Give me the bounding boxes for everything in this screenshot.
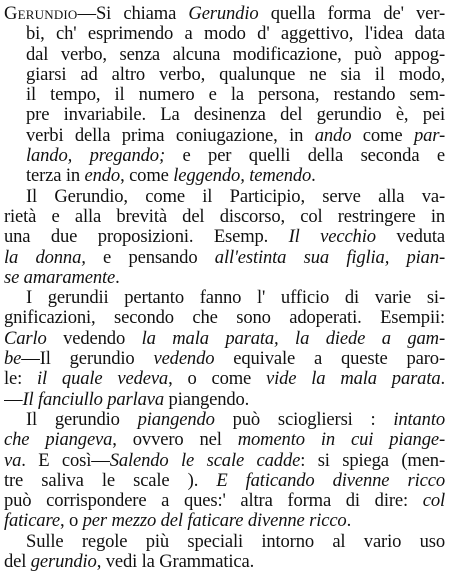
text-segment: terza in: [26, 166, 85, 187]
text-segment: , ovvero nel: [112, 430, 238, 451]
italic-text: Gerundio: [188, 4, 259, 24]
text-segment: I gerundii pertanto fanno l' ufficio di varie si-: [26, 288, 445, 309]
entry-text-body: [4, 4, 445, 572]
italic-text: be: [4, 349, 22, 370]
text-line: [4, 451, 445, 471]
text-segment: le:: [4, 369, 38, 390]
text-line: [4, 146, 445, 166]
italic-text: il quale vedeva: [37, 369, 169, 390]
text-segment: tre saliva le scale ).: [4, 470, 217, 491]
text-line: [4, 248, 445, 268]
text-line: [4, 187, 445, 207]
text-line: [4, 227, 445, 247]
italic-text: va: [4, 450, 22, 471]
text-line: [4, 308, 445, 328]
text-line: [4, 410, 445, 430]
text-segment: può corrispondere a ques:' altra forma di dire:: [4, 491, 423, 512]
text-line: [4, 430, 445, 450]
italic-text: Il fanciullo parlava: [22, 389, 165, 410]
text-segment: gnificazioni, secondo che sono adoperati. Esempii:: [4, 308, 445, 329]
text-segment: . E così—: [21, 450, 110, 471]
italic-text: momento in cui piange-: [237, 430, 445, 451]
text-segment: veduta: [375, 227, 445, 248]
text-segment: giarsi ad altro verbo, qualunque ne sia il modo,: [26, 64, 445, 85]
text-segment: piangendo.: [164, 389, 250, 410]
text-segment: vedendo: [46, 328, 142, 349]
italic-text: la mala parata, la diede a gam-: [141, 328, 445, 349]
text-line: [4, 105, 445, 125]
italic-text: ando: [314, 125, 352, 146]
text-line: [4, 511, 445, 531]
text-line: [4, 491, 445, 511]
italic-text: Salendo le scale cadde: [109, 450, 301, 471]
text-segment: .: [311, 166, 316, 187]
text-segment: come: [351, 125, 414, 146]
text-line: [4, 471, 445, 491]
text-segment: , vedi la Grammatica.: [96, 552, 255, 572]
text-line: [4, 552, 445, 572]
text-line: [4, 207, 445, 227]
text-line: [4, 45, 445, 65]
text-segment: .: [440, 369, 445, 390]
italic-text: lando, pregando;: [26, 146, 165, 167]
italic-text: all'estinta sua figlia, pian-: [214, 247, 445, 268]
text-segment: , come: [120, 166, 174, 187]
italic-text: che piangeva: [4, 430, 113, 451]
italic-text: Il vecchio: [288, 227, 376, 248]
text-line: [4, 390, 445, 410]
italic-text: Carlo: [4, 328, 47, 349]
text-line: [4, 85, 445, 105]
italic-text: se amaramente: [4, 267, 116, 288]
text-segment: equivale a queste paro-: [214, 349, 445, 370]
text-segment: —: [4, 389, 23, 410]
text-line: [4, 532, 445, 552]
text-line: [4, 329, 445, 349]
text-segment: Sulle regole più speciali intorno al vario uso: [26, 531, 445, 552]
text-line: [4, 268, 445, 288]
text-line: [4, 369, 445, 389]
text-line: [4, 288, 445, 308]
italic-text: gerundio: [30, 552, 97, 572]
text-segment: una due proposizioni. Esemp.: [4, 227, 289, 248]
text-segment: quella forma de' ver-: [258, 4, 445, 24]
text-line: [4, 4, 445, 24]
italic-text: faticare: [4, 511, 60, 532]
italic-text: vide la mala parata: [266, 369, 441, 390]
italic-text: E faticando divenne ricco: [216, 470, 445, 491]
headword: Gerundio: [4, 4, 78, 24]
text-line: [4, 65, 445, 85]
text-segment: .: [115, 267, 120, 288]
text-line: [4, 166, 445, 186]
italic-text: vedendo: [153, 349, 215, 370]
text-segment: —Si chiama: [77, 4, 189, 24]
italic-text: piangendo: [137, 409, 215, 430]
italic-text: par-: [413, 125, 445, 146]
text-segment: verbi della prima coniugazione, in: [26, 125, 315, 146]
text-segment: bi, ch' esprimendo a modo d' aggettivo, l'idea data: [26, 24, 445, 45]
text-segment: può sciogliersi :: [214, 409, 394, 430]
text-line: [4, 24, 445, 44]
text-segment: pre invariabile. La desinenza del gerundio è, pei: [26, 105, 445, 126]
text-segment: e per quelli della seconda e: [165, 146, 445, 167]
italic-text: endo: [84, 166, 121, 187]
text-segment: : si spiega (men-: [300, 450, 445, 471]
text-segment: Il Gerundio, come il Participio, serve alla va-: [26, 186, 445, 207]
italic-text: intanto: [393, 409, 445, 430]
text-segment: il tempo, il numero e la persona, restando sem-: [26, 85, 445, 106]
text-segment: , o: [59, 511, 83, 532]
text-segment: Il gerundio: [26, 409, 138, 430]
italic-text: leggendo, temendo: [173, 166, 312, 187]
text-segment: dal verbo, senza alcuna modificazione, può appog-: [26, 44, 445, 65]
italic-text: per mezzo del faticare divenne ricco: [82, 511, 347, 532]
text-line: [4, 349, 445, 369]
text-line: [4, 126, 445, 146]
text-segment: .: [346, 511, 352, 532]
text-segment: del: [4, 552, 31, 572]
text-segment: —Il gerundio: [21, 349, 154, 370]
italic-text: la donna,: [4, 247, 86, 268]
text-segment: e pensando: [85, 247, 215, 268]
text-segment: rietà e alla brevità del discorso, col restringere in: [4, 206, 445, 227]
text-segment: , o come: [168, 369, 267, 390]
italic-text: col: [422, 491, 445, 512]
